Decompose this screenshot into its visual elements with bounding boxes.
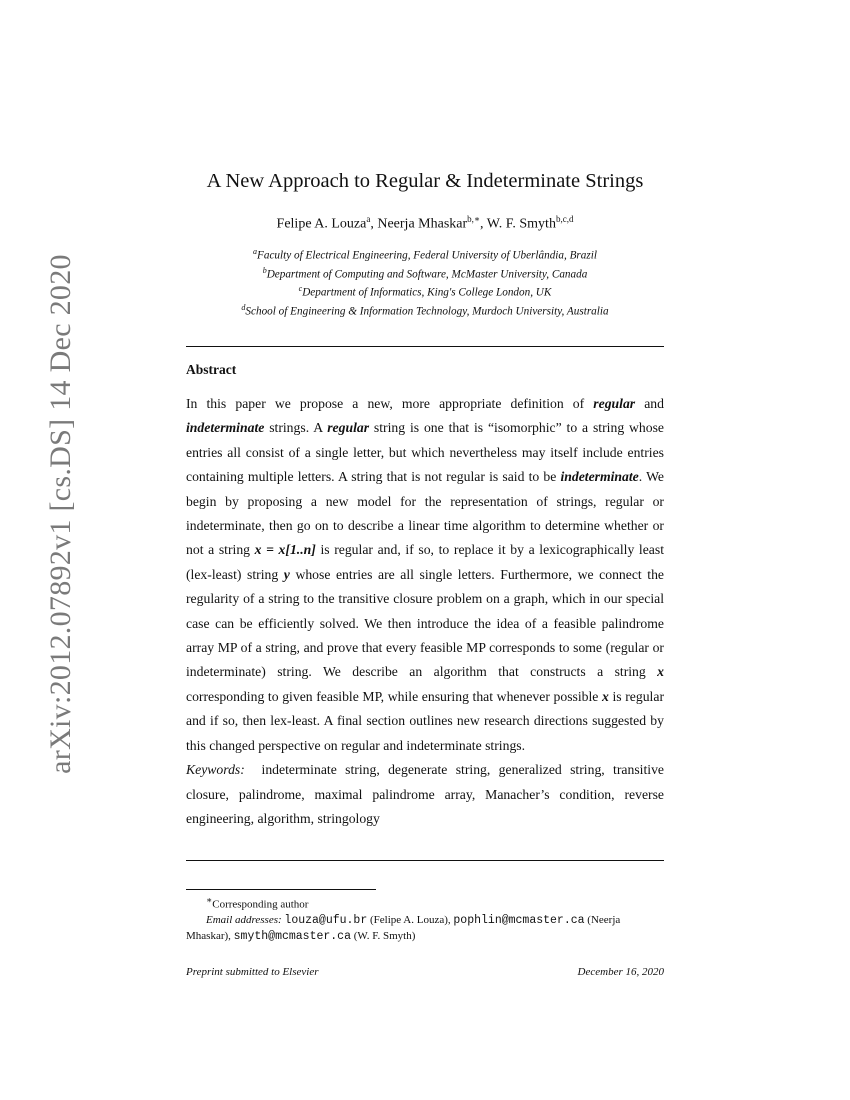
term-regular: regular (327, 420, 370, 436)
author-marks: a (366, 214, 371, 224)
author-marks: b,c,d (555, 214, 574, 224)
affiliation-text: Department of Computing and Software, McMaster University, Canada (266, 268, 588, 281)
affiliation (0, 282, 850, 301)
affiliation (0, 301, 850, 320)
abstract-heading: Abstract (186, 362, 237, 377)
affiliation-text: Faculty of Electrical Engineering, Federal University of Uberlândia, Brazil (257, 249, 597, 262)
author-name: W. F. Smyth (486, 216, 556, 232)
footnote-rule (186, 889, 376, 890)
footnote-text: Corresponding author (212, 898, 309, 911)
footnote-mark: ∗ (206, 895, 213, 905)
affiliation-text: School of Engineering & Information Technology, Murdoch University, Australia (245, 305, 609, 318)
math-x: x (602, 688, 609, 704)
abstract-text: In this paper we propose a new, more appropriate definition of (186, 396, 594, 411)
footnote (186, 893, 664, 944)
email-owner: (Neerja Mhaskar), (186, 914, 621, 942)
email-label: Email addresses: (206, 914, 282, 927)
term-indeterminate: indeterminate (186, 420, 265, 436)
math-x-equals: x = x[1..n] (254, 542, 316, 558)
abstract-body (186, 392, 664, 831)
affiliation-text: Department of Informatics, King's College London, UK (302, 286, 552, 299)
arxiv-identifier (36, 254, 86, 774)
footer-date: December 16, 2020 (577, 966, 664, 978)
email-owner: (W. F. Smyth) (350, 929, 416, 942)
term-regular: regular (593, 396, 636, 411)
footnote-corresponding (186, 893, 664, 913)
affiliation (0, 264, 850, 283)
footer-preprint: Preprint submitted to Elsevier (186, 966, 319, 978)
email-link[interactable]: smyth@mcmaster.ca (233, 929, 351, 943)
abstract-text: is regular and, if so, to replace it by a lexicographically least (lex-least) string (186, 542, 665, 582)
email-owner: (Felipe A. Louza), (367, 914, 454, 927)
author-name: Felipe A. Louza (276, 216, 367, 232)
affiliation-mark: c (298, 284, 303, 294)
author-list: Felipe A. Louza$^a$, Neerja Mhaskar$^{b,∗}$, W. F. Smyth$^{b,c,d}$ (276, 214, 574, 232)
math-x: x (657, 664, 664, 680)
term-indeterminate: indeterminate (560, 469, 639, 485)
abstract-text: string is one that is “isomorphic” to a string whose entries all consist of a single letter, but which nevertheless may itself include entries containing multiple letters. A string that is not regular is said to be (186, 420, 664, 485)
paper-title: A New Approach to Regular & Indeterminate Strings (206, 170, 644, 192)
abstract-text: . We begin by proposing a new model for the representation of strings, regular or indeterminate, then go on to describe a linear time algorithm to determine whether or not a string (186, 469, 664, 558)
affiliation-mark: d (241, 302, 246, 312)
arxiv-identifier-text: arXiv:2012.07892v1 [cs.DS] 14 Dec 2020 (44, 254, 77, 774)
abstract-bottom-rule (186, 860, 664, 861)
email-link[interactable]: louza@ufu.br (284, 914, 368, 928)
author-name: Neerja Mhaskar (377, 216, 468, 232)
affiliation-mark: b (262, 265, 267, 275)
affiliation (0, 245, 850, 264)
math-y: y (283, 566, 290, 582)
keywords-text: indeterminate string, degenerate string, generalized string, transitive closure, palindrome, maximal palindrome array, Manacher’s condition, reverse engineering, algorithm, stringology (186, 762, 664, 826)
abstract-text: corresponding to given feasible MP, while ensuring that whenever possible (186, 688, 603, 704)
affiliation-list (0, 245, 850, 319)
abstract-text: strings. A (264, 420, 328, 436)
abstract-top-rule (186, 346, 664, 347)
abstract-text: whose entries are all single letters. Furthermore, we connect the regularity of a string to the transitive closure problem on a graph, which in our special case can be efficiently solved. We then introduce the idea of a feasible palindrome array MP of a string, and prove that every feasible MP corresponds to some (regular or indeterminate) string. We describe an algorithm that constructs a string (186, 566, 664, 680)
abstract-text: is regular and if so, then lex-least. A final section outlines new research directions suggested by this changed perspective on regular and indeterminate strings. (186, 688, 664, 753)
email-link[interactable]: pophlin@mcmaster.ca (453, 914, 585, 928)
author-marks: b,∗ (467, 214, 481, 224)
keywords-label: Keywords: (186, 762, 245, 778)
affiliation-mark: a (253, 247, 258, 256)
footnote-emails (186, 913, 664, 944)
abstract-text: and (635, 396, 664, 411)
